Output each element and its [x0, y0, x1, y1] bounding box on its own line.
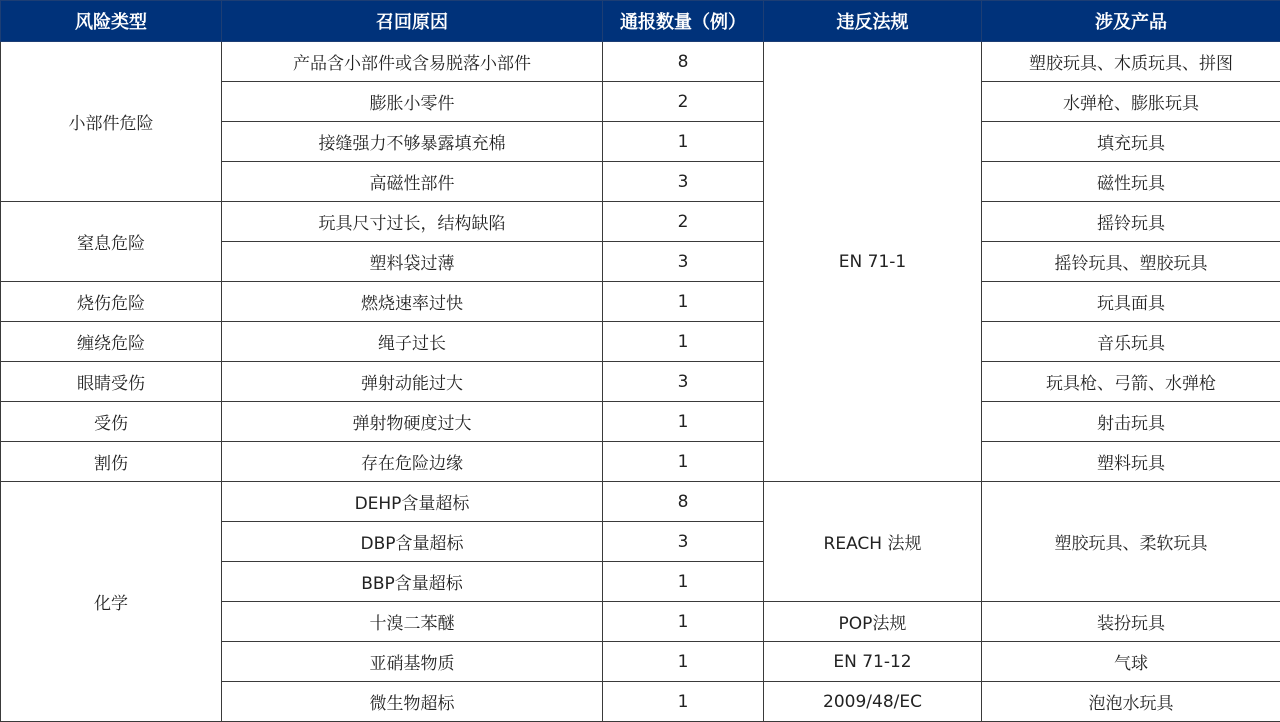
header-report-count: 通报数量（例） — [603, 1, 764, 42]
products-cell: 摇铃玩具 — [982, 202, 1280, 242]
reason-cell: 十溴二苯醚 — [222, 602, 603, 642]
reason-cell: 高磁性部件 — [222, 162, 603, 202]
count-cell: 1 — [603, 562, 764, 602]
reason-cell: 接缝强力不够暴露填充棉 — [222, 122, 603, 162]
count-cell: 2 — [603, 202, 764, 242]
risk-type-cell: 化学 — [1, 482, 222, 722]
risk-type-cell: 受伤 — [1, 402, 222, 442]
reason-cell: 燃烧速率过快 — [222, 282, 603, 322]
header-risk-type: 风险类型 — [1, 1, 222, 42]
table-row — [1, 362, 1280, 402]
products-cell: 玩具面具 — [982, 282, 1280, 322]
reason-cell: 绳子过长 — [222, 322, 603, 362]
count-cell: 1 — [603, 682, 764, 722]
count-cell: 3 — [603, 362, 764, 402]
count-cell: 2 — [603, 82, 764, 122]
reason-cell: 膨胀小零件 — [222, 82, 603, 122]
products-cell: 水弹枪、膨胀玩具 — [982, 82, 1280, 122]
header-recall-reason: 召回原因 — [222, 1, 603, 42]
header-regulation: 违反法规 — [764, 1, 982, 42]
risk-type-cell: 小部件危险 — [1, 42, 222, 202]
products-cell: 塑胶玩具、木质玩具、拼图 — [982, 42, 1280, 82]
products-cell: 塑料玩具 — [982, 442, 1280, 482]
products-cell: 泡泡水玩具 — [982, 682, 1280, 722]
count-cell: 1 — [603, 282, 764, 322]
reason-cell: 弹射动能过大 — [222, 362, 603, 402]
reason-cell: 微生物超标 — [222, 682, 603, 722]
risk-type-cell: 烧伤危险 — [1, 282, 222, 322]
count-cell: 3 — [603, 242, 764, 282]
reason-cell: DEHP含量超标 — [222, 482, 603, 522]
table-row — [1, 322, 1280, 362]
reason-cell: 玩具尺寸过长，结构缺陷 — [222, 202, 603, 242]
count-cell: 8 — [603, 42, 764, 82]
regulation-cell: POP法规 — [764, 602, 982, 642]
count-cell: 1 — [603, 322, 764, 362]
reason-cell: DBP含量超标 — [222, 522, 603, 562]
table-row — [1, 482, 1280, 522]
products-cell: 装扮玩具 — [982, 602, 1280, 642]
reason-cell: 存在危险边缘 — [222, 442, 603, 482]
table-row — [1, 202, 1280, 242]
count-cell: 1 — [603, 602, 764, 642]
reason-cell: 塑料袋过薄 — [222, 242, 603, 282]
count-cell: 1 — [603, 122, 764, 162]
products-cell: 摇铃玩具、塑胶玩具 — [982, 242, 1280, 282]
risk-type-cell: 眼睛受伤 — [1, 362, 222, 402]
table-row — [1, 42, 1280, 82]
reason-cell: BBP含量超标 — [222, 562, 603, 602]
products-cell: 音乐玩具 — [982, 322, 1280, 362]
reason-cell: 产品含小部件或含易脱落小部件 — [222, 42, 603, 82]
regulation-cell: 2009/48/EC — [764, 682, 982, 722]
risk-type-cell: 缠绕危险 — [1, 322, 222, 362]
regulation-cell: EN 71-1 — [764, 42, 982, 482]
products-cell: 气球 — [982, 642, 1280, 682]
count-cell: 1 — [603, 642, 764, 682]
products-cell: 塑胶玩具、柔软玩具 — [982, 482, 1280, 602]
header-products: 涉及产品 — [982, 1, 1280, 42]
table-row — [1, 402, 1280, 442]
reason-cell: 亚硝基物质 — [222, 642, 603, 682]
count-cell: 1 — [603, 402, 764, 442]
products-cell: 射击玩具 — [982, 402, 1280, 442]
regulation-cell: REACH 法规 — [764, 482, 982, 602]
products-cell: 填充玩具 — [982, 122, 1280, 162]
products-cell: 磁性玩具 — [982, 162, 1280, 202]
reason-cell: 弹射物硬度过大 — [222, 402, 603, 442]
count-cell: 8 — [603, 482, 764, 522]
risk-type-cell: 割伤 — [1, 442, 222, 482]
products-cell: 玩具枪、弓箭、水弹枪 — [982, 362, 1280, 402]
header-row — [1, 1, 1280, 42]
regulation-cell: EN 71-12 — [764, 642, 982, 682]
table-row — [1, 442, 1280, 482]
table-row — [1, 282, 1280, 322]
risk-type-cell: 窒息危险 — [1, 202, 222, 282]
count-cell: 3 — [603, 162, 764, 202]
count-cell: 1 — [603, 442, 764, 482]
count-cell: 3 — [603, 522, 764, 562]
